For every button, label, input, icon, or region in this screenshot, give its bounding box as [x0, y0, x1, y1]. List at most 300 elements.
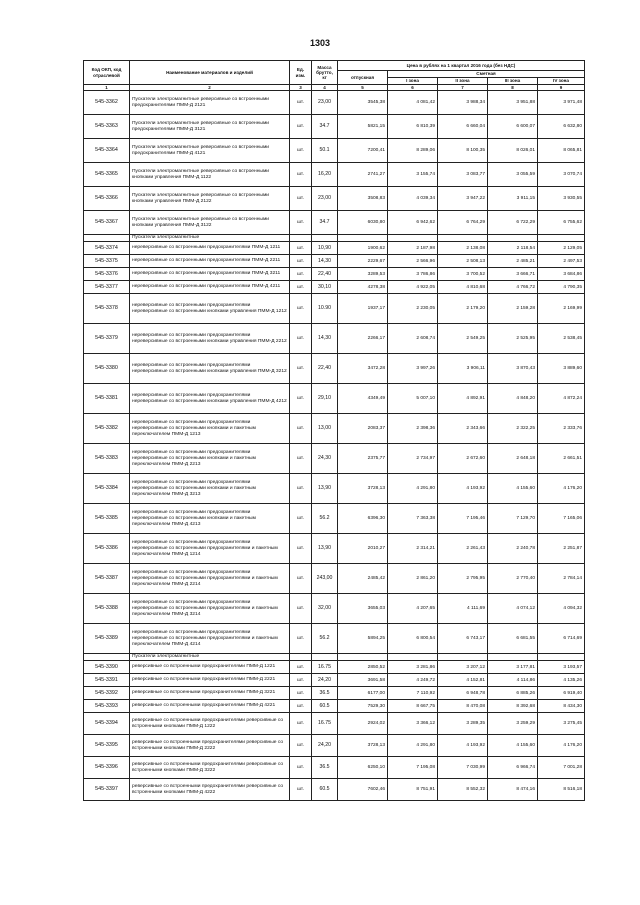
- row-zone2-price: 6 743,17: [438, 624, 488, 654]
- row-name: Пускатели электромагнитные реверсивные со встроенными предохранителями ПММ-Д 2121: [130, 91, 290, 115]
- row-zone3-price: 2 322,25: [488, 414, 538, 444]
- row-zone4-price: 2 497,53: [538, 255, 585, 268]
- row-code: 545-3374: [84, 242, 130, 255]
- row-zone2-price: 4 111,69: [438, 594, 488, 624]
- row-unit: шт.: [290, 324, 312, 354]
- row-mass: 60.5: [312, 779, 338, 801]
- group-code-cell: [84, 654, 130, 661]
- row-zone1-price: 2 314,21: [388, 534, 438, 564]
- row-zone2-price: 2 343,66: [438, 414, 488, 444]
- row-code: 545-3362: [84, 91, 130, 115]
- row-mass: 24,20: [312, 674, 338, 687]
- header-price-group: Цена в рублях на 1 квартал 2016 года (без НДС): [338, 61, 585, 71]
- row-name: реверсивные со встроенными предохранителями ПММ-Д 3221: [130, 687, 290, 700]
- row-mass: 10.90: [312, 294, 338, 324]
- row-zone3-price: 4 155,60: [488, 474, 538, 504]
- row-code: 545-3397: [84, 779, 130, 801]
- row-release-price: 1937,17: [338, 294, 388, 324]
- row-name: реверсивные со встроенными предохранителями ПММ-Д 2221: [130, 674, 290, 687]
- row-mass: 23,00: [312, 187, 338, 211]
- row-zone4-price: 4 872,24: [538, 384, 585, 414]
- row-code: 545-3382: [84, 414, 130, 444]
- row-code: 545-3392: [84, 687, 130, 700]
- row-release-price: 2850,52: [338, 661, 388, 674]
- row-release-price: 3655,03: [338, 594, 388, 624]
- table-row: [84, 139, 585, 163]
- table-row: [84, 779, 585, 801]
- table-row: [84, 242, 585, 255]
- group-empty-cell: [438, 654, 488, 661]
- row-code: 545-3396: [84, 757, 130, 779]
- row-zone1-price: 4 207,65: [388, 594, 438, 624]
- row-zone2-price: 3 289,35: [438, 713, 488, 735]
- row-unit: шт.: [290, 661, 312, 674]
- row-mass: 22,40: [312, 268, 338, 281]
- row-mass: 56.2: [312, 504, 338, 534]
- group-row: [84, 654, 585, 661]
- row-zone1-price: 6 810,39: [388, 115, 438, 139]
- row-zone3-price: 3 259,29: [488, 713, 538, 735]
- row-code: 545-3376: [84, 268, 130, 281]
- row-zone1-price: 2 398,36: [388, 414, 438, 444]
- row-zone4-price: 6 632,80: [538, 115, 585, 139]
- row-release-price: 6396,30: [338, 504, 388, 534]
- row-zone3-price: 2 525,95: [488, 324, 538, 354]
- row-zone2-price: 7 030,99: [438, 757, 488, 779]
- row-name: реверсивные со встроенными предохранителями реверсивные со встроенными кнопками ПММ-Д 1222: [130, 713, 290, 735]
- row-name: реверсивные со встроенными предохранителями реверсивные со встроенными кнопками ПММ-Д 2222: [130, 735, 290, 757]
- row-zone1-price: 2 187,98: [388, 242, 438, 255]
- row-zone3-price: 8 026,01: [488, 139, 538, 163]
- row-zone3-price: 2 648,18: [488, 444, 538, 474]
- row-unit: шт.: [290, 779, 312, 801]
- row-unit: шт.: [290, 735, 312, 757]
- group-empty-cell: [290, 235, 312, 242]
- header-code: Код ОКП, код отраслевой: [84, 61, 130, 85]
- row-release-price: 3472,28: [338, 354, 388, 384]
- row-mass: 34.7: [312, 115, 338, 139]
- row-code: 545-3393: [84, 700, 130, 713]
- row-code: 545-3365: [84, 163, 130, 187]
- row-zone4-price: 2 784,14: [538, 564, 585, 594]
- table-row: [84, 735, 585, 757]
- row-code: 545-3388: [84, 594, 130, 624]
- row-zone1-price: 2 608,74: [388, 324, 438, 354]
- table-row: [84, 414, 585, 444]
- row-mass: 16,20: [312, 163, 338, 187]
- row-zone4-price: 2 129,05: [538, 242, 585, 255]
- row-zone2-price: 3 700,52: [438, 268, 488, 281]
- row-code: 545-3385: [84, 504, 130, 534]
- row-zone1-price: 3 997,26: [388, 354, 438, 384]
- row-name: нереверсивные со встроенными предохранителями нереверсивные со встроенными кнопками управления ПММ-Д 2212: [130, 324, 290, 354]
- group-empty-cell: [312, 654, 338, 661]
- row-unit: шт.: [290, 757, 312, 779]
- row-zone2-price: 6 660,04: [438, 115, 488, 139]
- row-name: нереверсивные со встроенными предохранителями ПММ-Д 4211: [130, 281, 290, 294]
- row-code: 545-3367: [84, 211, 130, 235]
- row-zone3-price: 2 770,40: [488, 564, 538, 594]
- row-name: нереверсивные со встроенными предохранителями нереверсивные со встроенными кнопками и пакетным переключателем ПММ-Д 1213: [130, 414, 290, 444]
- row-code: 545-3380: [84, 354, 130, 384]
- row-unit: шт.: [290, 414, 312, 444]
- row-zone4-price: 2 538,45: [538, 324, 585, 354]
- row-zone2-price: 7 195,46: [438, 504, 488, 534]
- column-number: 2: [130, 85, 290, 91]
- row-zone4-price: 3 930,55: [538, 187, 585, 211]
- row-zone3-price: 3 911,15: [488, 187, 538, 211]
- row-release-price: 7200,41: [338, 139, 388, 163]
- row-unit: шт.: [290, 211, 312, 235]
- row-zone2-price: 3 906,11: [438, 354, 488, 384]
- row-zone3-price: 3 055,59: [488, 163, 538, 187]
- table-row: [84, 281, 585, 294]
- table-row: [84, 324, 585, 354]
- row-code: 545-3364: [84, 139, 130, 163]
- header-zone1: I зона: [388, 78, 438, 85]
- row-zone2-price: 2 261,43: [438, 534, 488, 564]
- row-code: 545-3389: [84, 624, 130, 654]
- row-release-price: 2485,42: [338, 564, 388, 594]
- row-name: нереверсивные со встроенными предохранителями нереверсивные со встроенными предохранителями и пакетным переключателем ПММ-Д 3214: [130, 594, 290, 624]
- row-code: 545-3390: [84, 661, 130, 674]
- table-row: [84, 674, 585, 687]
- row-code: 545-3387: [84, 564, 130, 594]
- table-row: [84, 700, 585, 713]
- row-zone1-price: 4 291,80: [388, 735, 438, 757]
- row-name: нереверсивные со встроенными предохранителями нереверсивные со встроенными предохранителями и пакетным переключателем ПММ-Д 1214: [130, 534, 290, 564]
- row-zone3-price: 2 485,21: [488, 255, 538, 268]
- row-name: Пускатели электромагнитные реверсивные со встроенными кнопками управления ПММ-Д 2122: [130, 187, 290, 211]
- row-zone3-price: 3 177,81: [488, 661, 538, 674]
- row-release-price: 6250,10: [338, 757, 388, 779]
- column-number: 8: [488, 85, 538, 91]
- row-unit: шт.: [290, 687, 312, 700]
- row-name: реверсивные со встроенными предохранителями ПММ-Д 4221: [130, 700, 290, 713]
- row-mass: 50.1: [312, 139, 338, 163]
- column-number: 9: [538, 85, 585, 91]
- row-mass: 29,10: [312, 384, 338, 414]
- row-name: Пускатели электромагнитные реверсивные со встроенными предохранителями ПММ-Д 4121: [130, 139, 290, 163]
- header-zone2: II зона: [438, 78, 488, 85]
- row-zone1-price: 5 007,10: [388, 384, 438, 414]
- row-mass: 14,30: [312, 324, 338, 354]
- group-title: Пускатели электромагнитные: [130, 654, 290, 661]
- row-unit: шт.: [290, 534, 312, 564]
- row-zone3-price: 3 870,43: [488, 354, 538, 384]
- row-unit: шт.: [290, 504, 312, 534]
- row-mass: 13,90: [312, 474, 338, 504]
- row-zone2-price: 4 892,91: [438, 384, 488, 414]
- row-release-price: 4349,49: [338, 384, 388, 414]
- row-name: нереверсивные со встроенными предохранителями нереверсивные со встроенными кнопками и пакетным переключателем ПММ-Д 3213: [130, 474, 290, 504]
- row-name: нереверсивные со встроенными предохранителями нереверсивные со встроенными кнопками и пакетным переключателем ПММ-Д 4213: [130, 504, 290, 534]
- row-code: 545-3383: [84, 444, 130, 474]
- row-zone4-price: 4 176,20: [538, 735, 585, 757]
- row-zone1-price: 7 110,92: [388, 687, 438, 700]
- row-zone3-price: 4 155,60: [488, 735, 538, 757]
- row-zone1-price: 8 751,91: [388, 779, 438, 801]
- table-row: [84, 91, 585, 115]
- row-zone1-price: 2 566,96: [388, 255, 438, 268]
- row-name: реверсивные со встроенными предохранителями ПММ-Д 1221: [130, 661, 290, 674]
- row-zone3-price: 6 600,07: [488, 115, 538, 139]
- table-row: [84, 211, 585, 235]
- row-zone3-price: 2 118,54: [488, 242, 538, 255]
- row-zone3-price: 3 666,71: [488, 268, 538, 281]
- header-unit: Ед. изм.: [290, 61, 312, 85]
- row-zone2-price: 2 138,08: [438, 242, 488, 255]
- column-number: 7: [438, 85, 488, 91]
- row-unit: шт.: [290, 594, 312, 624]
- row-code: 545-3377: [84, 281, 130, 294]
- column-number: 4: [312, 85, 338, 91]
- row-mass: 13,00: [312, 414, 338, 444]
- table-row: [84, 354, 585, 384]
- row-release-price: 7529,30: [338, 700, 388, 713]
- row-mass: 24,20: [312, 735, 338, 757]
- column-number: 6: [388, 85, 438, 91]
- row-unit: шт.: [290, 700, 312, 713]
- row-unit: шт.: [290, 91, 312, 115]
- row-zone2-price: 2 795,95: [438, 564, 488, 594]
- row-release-price: 2266,17: [338, 324, 388, 354]
- row-unit: шт.: [290, 713, 312, 735]
- row-zone3-price: 6 681,55: [488, 624, 538, 654]
- row-release-price: 2741,27: [338, 163, 388, 187]
- row-zone2-price: 6 948,78: [438, 687, 488, 700]
- row-zone3-price: 2 240,78: [488, 534, 538, 564]
- table-row: [84, 444, 585, 474]
- row-code: 545-3394: [84, 713, 130, 735]
- row-zone1-price: 2 734,97: [388, 444, 438, 474]
- row-zone4-price: 4 135,26: [538, 674, 585, 687]
- group-empty-cell: [438, 235, 488, 242]
- table-header: [84, 61, 585, 91]
- row-zone2-price: 2 672,60: [438, 444, 488, 474]
- row-zone1-price: 2 230,05: [388, 294, 438, 324]
- row-zone3-price: 4 074,12: [488, 594, 538, 624]
- group-empty-cell: [538, 654, 585, 661]
- row-zone4-price: 3 275,45: [538, 713, 585, 735]
- group-row: [84, 235, 585, 242]
- row-zone2-price: 3 207,12: [438, 661, 488, 674]
- table-row: [84, 187, 585, 211]
- row-release-price: 7602,46: [338, 779, 388, 801]
- row-zone2-price: 4 810,68: [438, 281, 488, 294]
- table-row: [84, 268, 585, 281]
- row-mass: 14,30: [312, 255, 338, 268]
- row-mass: 34.7: [312, 211, 338, 235]
- row-release-price: 3728,13: [338, 735, 388, 757]
- group-empty-cell: [338, 235, 388, 242]
- row-mass: 13,90: [312, 534, 338, 564]
- column-number: 3: [290, 85, 312, 91]
- row-zone1-price: 7 363,38: [388, 504, 438, 534]
- row-zone4-price: 3 889,60: [538, 354, 585, 384]
- row-code: 545-3378: [84, 294, 130, 324]
- row-zone2-price: 3 947,22: [438, 187, 488, 211]
- row-zone4-price: 6 755,62: [538, 211, 585, 235]
- row-release-price: 5821,15: [338, 115, 388, 139]
- header-release: отпускная: [338, 71, 388, 85]
- row-release-price: 3691,58: [338, 674, 388, 687]
- row-mass: 10,90: [312, 242, 338, 255]
- row-code: 545-3366: [84, 187, 130, 211]
- table-body: [84, 91, 585, 801]
- table-row: [84, 384, 585, 414]
- header-estimate: Сметная: [388, 71, 585, 78]
- row-zone4-price: 3 971,48: [538, 91, 585, 115]
- table-row: [84, 713, 585, 735]
- row-zone3-price: 2 159,28: [488, 294, 538, 324]
- row-zone4-price: 4 094,32: [538, 594, 585, 624]
- row-mass: 32,00: [312, 594, 338, 624]
- row-zone3-price: 4 114,86: [488, 674, 538, 687]
- row-release-price: 3728,13: [338, 474, 388, 504]
- row-name: нереверсивные со встроенными предохранителями нереверсивные со встроенными кнопками управления ПММ-Д 1212: [130, 294, 290, 324]
- group-empty-cell: [290, 654, 312, 661]
- table-row: [84, 163, 585, 187]
- row-zone3-price: 4 848,20: [488, 384, 538, 414]
- row-release-price: 3289,53: [338, 268, 388, 281]
- row-zone4-price: 4 176,20: [538, 474, 585, 504]
- row-zone2-price: 8 552,32: [438, 779, 488, 801]
- row-zone1-price: 6 800,54: [388, 624, 438, 654]
- row-zone3-price: 8 474,16: [488, 779, 538, 801]
- row-zone3-price: 6 966,74: [488, 757, 538, 779]
- group-empty-cell: [312, 235, 338, 242]
- row-zone2-price: 2 508,13: [438, 255, 488, 268]
- row-release-price: 6030,80: [338, 211, 388, 235]
- row-zone4-price: 4 790,35: [538, 281, 585, 294]
- group-empty-cell: [388, 235, 438, 242]
- row-release-price: 4278,38: [338, 281, 388, 294]
- header-name: Наименование материалов и изделий: [130, 61, 290, 85]
- row-release-price: 2229,67: [338, 255, 388, 268]
- row-unit: шт.: [290, 139, 312, 163]
- row-code: 545-3375: [84, 255, 130, 268]
- row-unit: шт.: [290, 294, 312, 324]
- column-number: 5: [338, 85, 388, 91]
- row-zone2-price: 6 764,29: [438, 211, 488, 235]
- row-zone4-price: 3 684,86: [538, 268, 585, 281]
- row-zone4-price: 2 333,76: [538, 414, 585, 444]
- row-name: нереверсивные со встроенными предохранителями нереверсивные со встроенными кнопками управления ПММ-Д 4212: [130, 384, 290, 414]
- row-unit: шт.: [290, 255, 312, 268]
- row-zone1-price: 3 155,74: [388, 163, 438, 187]
- row-zone4-price: 8 065,81: [538, 139, 585, 163]
- table-row: [84, 594, 585, 624]
- row-name: нереверсивные со встроенными предохранителями нереверсивные со встроенными предохранителями и пакетным переключателем ПММ-Д 2214: [130, 564, 290, 594]
- row-name: реверсивные со встроенными предохранителями реверсивные со встроенными кнопками ПММ-Д 3222: [130, 757, 290, 779]
- row-mass: 60.5: [312, 700, 338, 713]
- row-name: нереверсивные со встроенными предохранителями ПММ-Д 1211: [130, 242, 290, 255]
- row-code: 545-3391: [84, 674, 130, 687]
- row-unit: шт.: [290, 281, 312, 294]
- row-zone2-price: 4 193,92: [438, 735, 488, 757]
- group-empty-cell: [338, 654, 388, 661]
- row-unit: шт.: [290, 474, 312, 504]
- row-zone2-price: 2 549,25: [438, 324, 488, 354]
- row-zone4-price: 2 251,87: [538, 534, 585, 564]
- row-mass: 16.75: [312, 713, 338, 735]
- row-unit: шт.: [290, 674, 312, 687]
- row-zone4-price: 7 165,06: [538, 504, 585, 534]
- row-name: реверсивные со встроенными предохранителями реверсивные со встроенными кнопками ПММ-Д 4222: [130, 779, 290, 801]
- row-zone1-price: 8 667,75: [388, 700, 438, 713]
- table-row: [84, 687, 585, 700]
- row-unit: шт.: [290, 187, 312, 211]
- row-zone4-price: 6 714,69: [538, 624, 585, 654]
- row-mass: 36.5: [312, 687, 338, 700]
- row-code: 545-3381: [84, 384, 130, 414]
- row-release-price: 5894,25: [338, 624, 388, 654]
- table-row: [84, 564, 585, 594]
- row-mass: 36.5: [312, 757, 338, 779]
- row-unit: шт.: [290, 354, 312, 384]
- row-name: нереверсивные со встроенными предохранителями нереверсивные со встроенными предохранителями и пакетным переключателем ПММ-Д 4214: [130, 624, 290, 654]
- table-row: [84, 504, 585, 534]
- row-name: нереверсивные со встроенными предохранителями ПММ-Д 3211: [130, 268, 290, 281]
- row-zone1-price: 4 249,72: [388, 674, 438, 687]
- row-release-price: 2010,27: [338, 534, 388, 564]
- row-unit: шт.: [290, 242, 312, 255]
- row-mass: 30,10: [312, 281, 338, 294]
- header-mass: Масса брутто, кг: [312, 61, 338, 85]
- row-zone1-price: 3 281,86: [388, 661, 438, 674]
- row-mass: 23,00: [312, 91, 338, 115]
- row-zone4-price: 7 001,28: [538, 757, 585, 779]
- row-release-price: 2375,77: [338, 444, 388, 474]
- row-zone4-price: 3 070,74: [538, 163, 585, 187]
- row-mass: 243,00: [312, 564, 338, 594]
- group-empty-cell: [538, 235, 585, 242]
- row-code: 545-3363: [84, 115, 130, 139]
- row-zone4-price: 8 516,18: [538, 779, 585, 801]
- row-unit: шт.: [290, 384, 312, 414]
- row-zone1-price: 4 922,05: [388, 281, 438, 294]
- row-release-price: 3508,83: [338, 187, 388, 211]
- row-zone2-price: 8 100,35: [438, 139, 488, 163]
- table-row: [84, 294, 585, 324]
- row-zone4-price: 2 661,51: [538, 444, 585, 474]
- row-mass: 22,40: [312, 354, 338, 384]
- table-row: [84, 474, 585, 504]
- row-unit: шт.: [290, 268, 312, 281]
- price-table: [83, 60, 585, 801]
- row-zone4-price: 2 169,99: [538, 294, 585, 324]
- table-row: [84, 115, 585, 139]
- row-zone2-price: 3 083,77: [438, 163, 488, 187]
- row-zone1-price: 4 291,80: [388, 474, 438, 504]
- row-zone3-price: 3 951,88: [488, 91, 538, 115]
- row-zone1-price: 6 942,62: [388, 211, 438, 235]
- column-number: 1: [84, 85, 130, 91]
- row-mass: 56.2: [312, 624, 338, 654]
- table-row: [84, 534, 585, 564]
- row-name: нереверсивные со встроенными предохранителями ПММ-Д 2211: [130, 255, 290, 268]
- header-zone3: III зона: [488, 78, 538, 85]
- row-name: Пускатели электромагнитные реверсивные со встроенными кнопками управления ПММ-Д 1122: [130, 163, 290, 187]
- row-code: 545-3379: [84, 324, 130, 354]
- row-zone2-price: 3 988,34: [438, 91, 488, 115]
- group-empty-cell: [488, 654, 538, 661]
- row-zone4-price: 6 919,40: [538, 687, 585, 700]
- row-zone3-price: 6 885,26: [488, 687, 538, 700]
- row-code: 545-3384: [84, 474, 130, 504]
- row-mass: 16.75: [312, 661, 338, 674]
